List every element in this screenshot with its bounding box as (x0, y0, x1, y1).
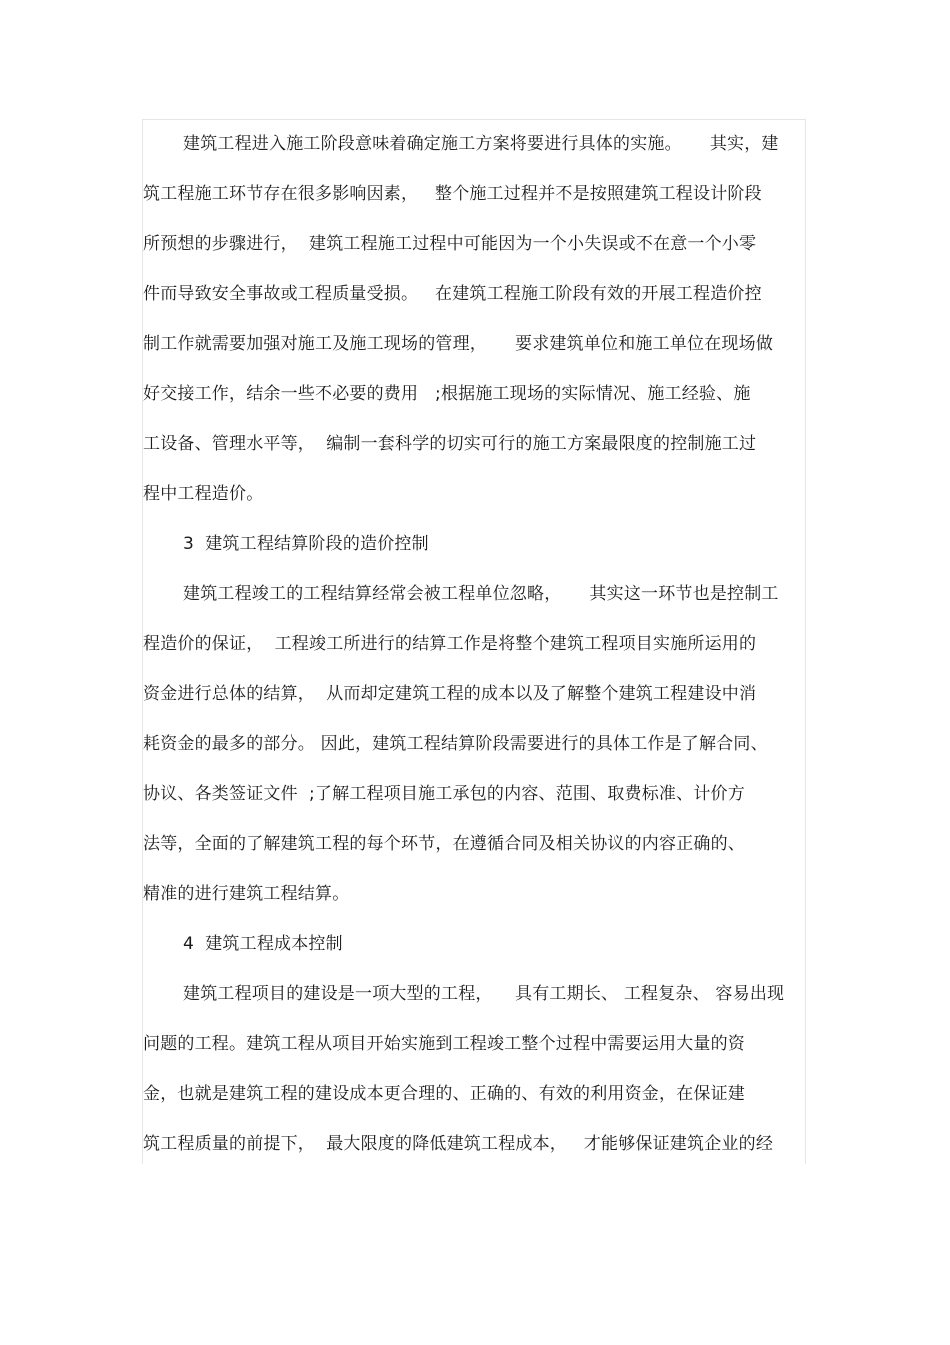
paragraph-line: 件而导致安全事故或工程质量受损。 在建筑工程施工阶段有效的开展工程造价控 (143, 284, 762, 304)
paragraph-line: 建筑工程项目的建设是一项大型的工程， 具有工期长、 工程复杂、 容易出现 (183, 984, 785, 1004)
paragraph-line: 资金进行总体的结算， 从而却定建筑工程的成本以及了解整个建筑工程建设中消 (143, 684, 757, 704)
paragraph-line: 程造价的保证， 工程竣工所进行的结算工作是将整个建筑工程项目实施所运用的 (143, 634, 757, 654)
paragraph-line: 筑工程质量的前提下， 最大限度的降低建筑工程成本， 才能够保证建筑企业的经 (143, 1134, 774, 1154)
paragraph-line: 筑工程施工环节存在很多影响因素， 整个施工过程并不是按照建筑工程设计阶段 (143, 184, 762, 204)
paragraph-line: 工设备、管理水平等， 编制一套科学的切实可行的施工方案最限度的控制施工过 (143, 434, 757, 454)
paragraph-line: 好交接工作，结余一些不必要的费用 ;根据施工现场的实际情况、施工经验、施 (143, 384, 751, 404)
paragraph-line: 制工作就需要加强对施工及施工现场的管理， 要求建筑单位和施工单位在现场做 (143, 334, 774, 354)
document-body (143, 119, 813, 1169)
paragraph-line: 建筑工程进入施工阶段意味着确定施工方案将要进行具体的实施。 其实，建 (183, 134, 779, 154)
section-heading: 4 建筑工程成本控制 (183, 934, 343, 954)
paragraph-line: 协议、各类签证文件 ;了解工程项目施工承包的内容、范围、取费标准、计价方 (143, 784, 745, 804)
paragraph-line: 精准的进行建筑工程结算。 (143, 884, 350, 904)
paragraph-line: 建筑工程竣工的工程结算经常会被工程单位忽略， 其实这一环节也是控制工 (183, 584, 779, 604)
paragraph-line: 问题的工程。建筑工程从项目开始实施到工程竣工整个过程中需要运用大量的资 (143, 1034, 745, 1054)
paragraph-line: 耗资金的最多的部分。 因此，建筑工程结算阶段需要进行的具体工作是了解合同、 (143, 734, 768, 754)
paragraph-line: 所预想的步骤进行， 建筑工程施工过程中可能因为一个小失误或不在意一个小零 (143, 234, 757, 254)
section-heading: 3 建筑工程结算阶段的造价控制 (183, 534, 429, 554)
paragraph-line: 金，也就是建筑工程的建设成本更合理的、正确的、有效的利用资金，在保证建 (143, 1084, 745, 1104)
paragraph-line: 法等，全面的了解建筑工程的每个环节，在遵循合同及相关协议的内容正确的、 (143, 834, 745, 854)
paragraph-line: 程中工程造价。 (143, 484, 264, 504)
